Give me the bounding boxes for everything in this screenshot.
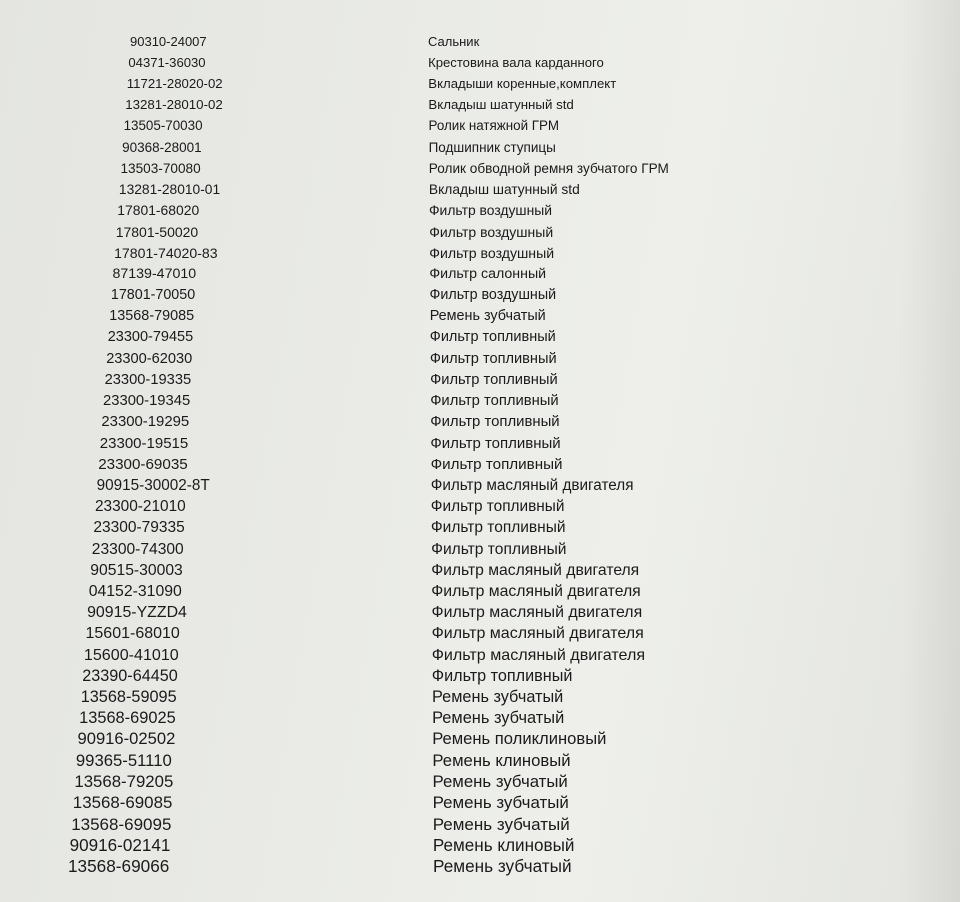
part-number: 13281-28010-01	[118, 181, 221, 197]
part-name: Фильтр масляный двигателя	[431, 624, 644, 642]
table-row	[0, 668, 960, 688]
table-row	[0, 225, 960, 243]
part-number: 13568-79085	[109, 308, 195, 325]
part-number: 90915-30002-8T	[96, 477, 210, 495]
part-name: Фильтр масляный двигателя	[431, 561, 640, 579]
part-name: Фильтр топливный	[430, 456, 563, 474]
table-row	[0, 520, 960, 540]
part-number: 23300-79335	[93, 519, 185, 537]
table-row	[0, 771, 960, 795]
table-row	[0, 119, 960, 136]
part-number: 23300-62030	[106, 350, 193, 367]
part-number: 17801-70050	[110, 287, 196, 304]
part-number: 23390-64450	[82, 667, 178, 686]
table-row	[0, 647, 960, 667]
part-name: Фильтр масляный двигателя	[431, 582, 641, 600]
table-row	[0, 816, 960, 837]
part-number: 90310-24007	[130, 34, 207, 49]
part-name: Фильтр топливный	[430, 413, 560, 430]
table-row	[0, 858, 960, 879]
table-row	[0, 415, 960, 434]
part-name: Фильтр топливный	[430, 371, 558, 388]
table-row	[0, 563, 960, 583]
table-row	[0, 162, 960, 180]
part-number: 13568-69025	[79, 709, 176, 728]
part-name: Ремень поликлиновый	[432, 729, 607, 749]
table-row	[0, 330, 960, 349]
part-name: Ремень зубчатый	[432, 771, 568, 791]
table-row	[0, 352, 960, 371]
table-row	[0, 710, 960, 730]
table-row	[0, 246, 960, 264]
part-name: Ремень зубчатый	[429, 308, 546, 325]
part-number: 13281-28010-02	[125, 97, 223, 113]
part-number: 04152-31090	[88, 582, 182, 600]
part-number: 13568-69085	[72, 792, 173, 812]
table-row	[0, 141, 960, 159]
part-name: Сальник	[428, 34, 480, 49]
part-number: 17801-74020-83	[114, 245, 218, 261]
part-number: 13505-70030	[123, 118, 203, 134]
part-number: 15601-68010	[85, 624, 180, 642]
part-name: Фильтр топливный	[430, 498, 565, 516]
part-number: 90368-28001	[122, 139, 202, 155]
part-name: Фильтр воздушный	[429, 287, 557, 304]
table-row	[0, 56, 960, 73]
part-name: Фильтр воздушный	[429, 201, 552, 218]
table-row	[0, 201, 960, 222]
table-row	[0, 288, 960, 306]
part-name: Фильтр топливный	[430, 434, 561, 452]
part-number: 99365-51110	[75, 750, 172, 770]
part-name: Фильтр топливный	[430, 392, 559, 409]
part-number: 23300-79455	[107, 329, 194, 346]
part-name: Фильтр воздушный	[429, 245, 555, 261]
part-name: Ремень зубчатый	[432, 792, 569, 812]
part-number: 15600-41010	[83, 646, 179, 664]
part-number: 23300-74300	[91, 540, 184, 558]
part-number: 23300-19295	[101, 413, 190, 430]
part-number: 13568-59095	[80, 688, 177, 707]
part-name: Фильтр воздушный	[429, 223, 554, 240]
part-name: Фильтр топливный	[431, 540, 567, 558]
part-number: 13568-79205	[74, 771, 174, 791]
table-row	[0, 750, 960, 774]
part-number: 13568-69095	[71, 814, 172, 834]
table-row	[0, 626, 960, 646]
table-row	[0, 478, 960, 497]
table-row	[0, 542, 960, 562]
part-name: Вкладыши коренные,комплект	[428, 76, 617, 92]
table-row	[0, 584, 960, 604]
part-name: Ремень зубчатый	[433, 856, 572, 876]
part-name: Подшипник ступицы	[428, 139, 556, 155]
part-number: 04371-36030	[128, 55, 206, 71]
table-row	[0, 792, 960, 816]
table-row	[0, 373, 960, 392]
part-number: 90515-30003	[90, 561, 183, 579]
table-row	[0, 35, 960, 52]
table-row	[0, 183, 960, 201]
part-number: 23300-19335	[104, 371, 192, 388]
table-row	[0, 837, 960, 858]
part-name: Ремень клиновый	[432, 750, 571, 770]
part-name: Ремень зубчатый	[432, 814, 570, 834]
part-number: 23300-21010	[95, 498, 186, 516]
part-number: 23300-19345	[103, 392, 191, 409]
part-name: Ремень зубчатый	[432, 688, 564, 707]
part-name: Крестовина вала карданного	[428, 55, 604, 71]
part-number: 11721-28020-02	[126, 76, 223, 92]
table-row	[0, 731, 960, 752]
part-number: 23300-19515	[99, 434, 189, 452]
table-row	[0, 457, 960, 476]
part-name: Фильтр топливный	[429, 329, 556, 346]
table-row	[0, 436, 960, 455]
part-name: Вкладыш шатунный std	[428, 181, 580, 197]
table-row	[0, 98, 960, 115]
part-name: Ремень зубчатый	[432, 709, 565, 728]
table-row	[0, 394, 960, 413]
page-edge-shadow	[900, 0, 960, 902]
part-number: 23300-69035	[98, 456, 188, 474]
table-row	[0, 605, 960, 625]
part-name: Вкладыш шатунный std	[428, 97, 574, 113]
table-row	[0, 267, 960, 285]
part-name: Фильтр масляный двигателя	[431, 603, 643, 621]
part-name: Фильтр масляный двигателя	[430, 477, 634, 495]
table-row	[0, 309, 960, 327]
table-row	[0, 77, 960, 94]
part-number: 17801-50020	[115, 223, 199, 240]
part-name: Ролик обводной ремня зубчатого ГРМ	[428, 160, 669, 176]
part-name: Ролик натяжной ГРМ	[428, 118, 559, 134]
part-name: Фильтр топливный	[430, 519, 566, 537]
part-number: 90915-YZZD4	[87, 603, 187, 621]
part-name: Фильтр топливный	[429, 350, 557, 367]
part-name: Фильтр масляный двигателя	[431, 646, 646, 664]
part-number: 13568-69066	[68, 856, 170, 876]
table-row	[0, 499, 960, 518]
part-number: 90916-02502	[77, 729, 176, 749]
part-number: 17801-68020	[117, 201, 200, 218]
table-row	[0, 689, 960, 709]
part-name: Ремень клиновый	[432, 835, 575, 855]
part-number: 87139-47010	[112, 266, 197, 283]
part-number: 13503-70080	[120, 160, 201, 176]
part-name: Фильтр топливный	[431, 667, 573, 686]
part-name: Фильтр салонный	[429, 266, 547, 283]
part-number: 90916-02141	[69, 835, 171, 855]
